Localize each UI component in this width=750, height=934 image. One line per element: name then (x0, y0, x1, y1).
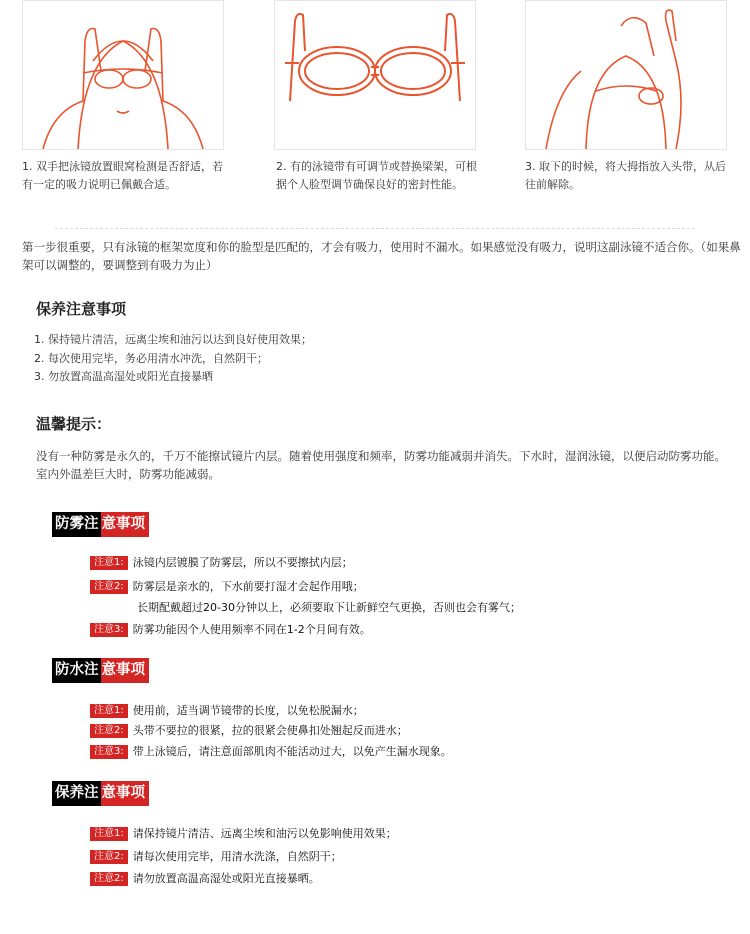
tips-heading: 温馨提示： (36, 415, 112, 433)
goggles-removal-illustration (526, 1, 726, 149)
maintenance-heading-black: 保养注 (52, 781, 101, 806)
step-1-caption: 1. 双手把泳镜放置眼窝检测是否舒适，若有一定的吸力说明已佩戴合适。 (22, 160, 223, 191)
care-heading: 保养注意事项 (36, 300, 127, 318)
maintenance-note-2 (90, 849, 342, 865)
illustration-put-on (22, 0, 224, 150)
illustration-remove (525, 0, 727, 150)
antifog-note-2-continuation: 长期配戴超过20-30分钟以上，必须要取下让新鲜空气更换，否则也会有雾气； (137, 601, 521, 614)
note-tag: 注意3: (90, 623, 128, 637)
waterproof-heading-red: 意事项 (101, 658, 150, 683)
maintenance-note-3 (90, 871, 320, 887)
waterproof-heading-badge (52, 658, 149, 683)
step-3-caption: 3. 取下的时候，将大拇指放入头带，从后往前解除。 (525, 160, 726, 191)
note-text: 泳镜内层镀膜了防雾层，所以不要擦拭内层； (132, 556, 353, 569)
note-text: 请每次使用完毕，用清水洗涤，自然阴干； (132, 850, 342, 863)
antifog-heading-badge (52, 512, 149, 537)
note-text: 防雾层是亲水的，下水前要打湿才会起作用哦； (132, 580, 364, 593)
note-text: 请勿放置高温高湿处或阳光直接暴晒。 (132, 872, 320, 885)
care-item: 1. 保持镜片清洁，远离尘埃和油污以达到良好使用效果； (34, 333, 312, 346)
note-tag: 注意3: (90, 745, 128, 759)
care-item: 2. 每次使用完毕，务必用清水冲洗，自然阴干； (34, 351, 268, 365)
note-tag: 注意2: (90, 850, 128, 864)
antifog-note-1 (90, 555, 353, 571)
care-list (34, 331, 312, 387)
illustration-nose-bridge (274, 0, 476, 150)
note-text: 防雾功能因个人使用频率不同在1-2个月间有效。 (132, 623, 371, 636)
waterproof-note-3 (90, 744, 452, 760)
waterproof-note-1 (90, 703, 364, 719)
maintenance-note-1 (90, 826, 397, 842)
step-2-caption: 2. 有的泳镜带有可调节或替换梁架，可根据个人脸型调节确保良好的密封性能。 (276, 160, 477, 191)
antifog-note-3 (90, 622, 371, 638)
section-divider (55, 228, 695, 229)
note-tag: 注意1: (90, 827, 128, 841)
tips-text: 没有一种防雾是永久的，千万不能擦试镜片内层。随着使用强度和频率，防雾功能减弱并消失。下水时，湿润泳镜，以便启动防雾功能。室内外温差巨大时，防雾功能减弱。 (36, 449, 726, 481)
note-tag: 注意2: (90, 872, 128, 886)
antifog-heading-red: 意事项 (101, 512, 150, 537)
maintenance-heading-badge (52, 781, 149, 806)
goggles-nose-bridge-illustration (275, 1, 475, 149)
note-text: 使用前，适当调节镜带的长度，以免松脱漏水； (132, 704, 364, 717)
note-text: 请保持镜片清洁、远离尘埃和油污以免影响使用效果； (132, 827, 397, 840)
note-tag: 注意1: (90, 556, 128, 570)
note-tag: 注意2: (90, 580, 128, 594)
note-text: 带上泳镜后，请注意面部肌肉不能活动过大，以免产生漏水现象。 (132, 745, 452, 758)
note-tag: 注意1: (90, 704, 128, 718)
antifog-note-2 (90, 579, 364, 595)
waterproof-note-2 (90, 723, 408, 739)
goggles-fitting-illustration (23, 1, 223, 149)
waterproof-heading-black: 防水注 (52, 658, 101, 683)
antifog-heading-black: 防雾注 (52, 512, 101, 537)
note-text: 头带不要拉的很紧，拉的很紧会使鼻扣处翘起反而进水； (132, 724, 408, 737)
intro-text: 第一步很重要，只有泳镜的框架宽度和你的脸型是匹配的，才会有吸力，使用时不漏水。如果感觉没有吸力，说明这副泳镜不适合你。（如果鼻架可以调整的，要调整到有吸力为止） (22, 240, 741, 272)
note-tag: 注意2: (90, 724, 128, 738)
maintenance-heading-red: 意事项 (101, 781, 150, 806)
care-item: 3. 勿放置高温高湿处或阳光直接暴晒 (34, 370, 213, 383)
